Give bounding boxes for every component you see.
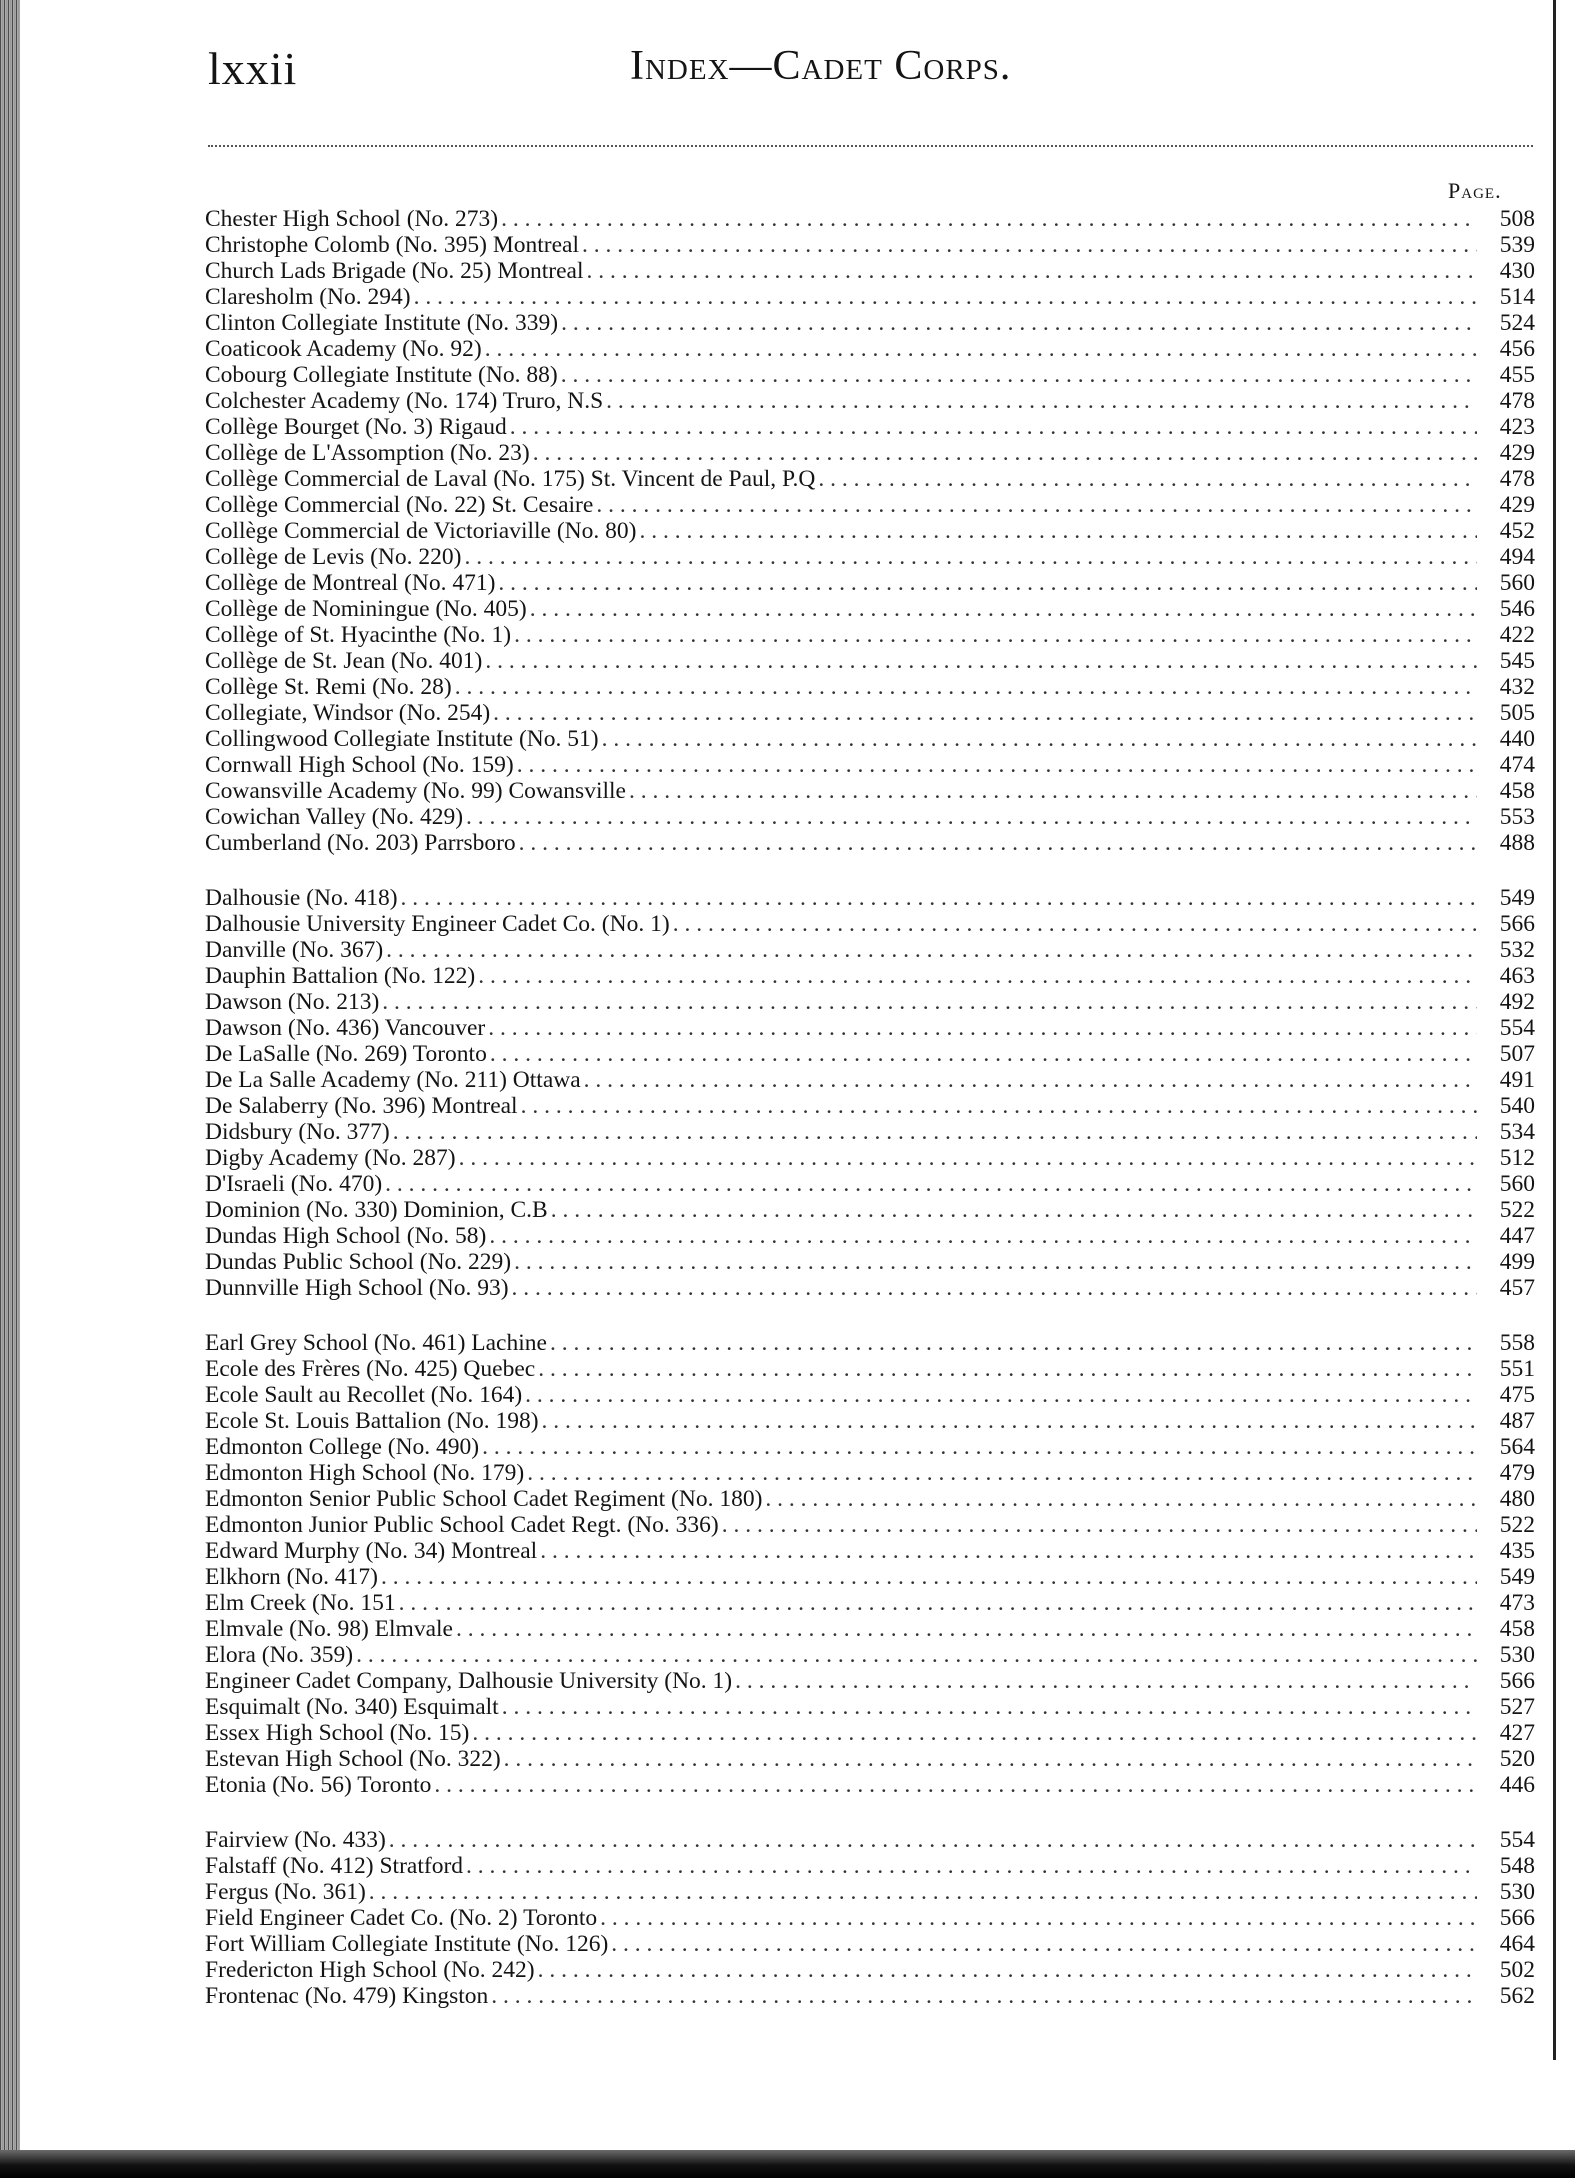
index-entry (205, 1879, 1535, 1905)
index-entry (205, 752, 1535, 778)
index-entry (205, 1694, 1535, 1720)
entry-page-number: 522 (1499, 1197, 1535, 1223)
index-entry (205, 388, 1535, 414)
index-entry (205, 1538, 1535, 1564)
index-entry (205, 518, 1535, 544)
entry-page-number: 435 (1499, 1538, 1535, 1564)
dot-leader (369, 1879, 1477, 1905)
entry-name: De LaSalle (No. 269) Toronto (205, 1041, 487, 1067)
dot-leader (765, 1486, 1477, 1512)
index-entry (205, 362, 1535, 388)
index-entry (205, 1512, 1535, 1538)
page-bottom-shadow (0, 2150, 1575, 2178)
book-binding-edge (0, 0, 20, 2178)
dot-leader (735, 1668, 1477, 1694)
index-entry (205, 622, 1535, 648)
index-entry (205, 1616, 1535, 1642)
entry-name: Collège de Nominingue (No. 405) (205, 596, 527, 622)
entry-name: Cowansville Academy (No. 99) Cowansville (205, 778, 626, 804)
entry-name: Estevan High School (No. 322) (205, 1746, 501, 1772)
header-rule (208, 145, 1533, 147)
entry-page-number: 508 (1499, 206, 1535, 232)
entry-page-number: 457 (1499, 1275, 1535, 1301)
page-column-header: Page. (1448, 178, 1502, 203)
entry-page-number: 560 (1499, 570, 1535, 596)
dot-leader (587, 258, 1477, 284)
index-entry (205, 1720, 1535, 1746)
dot-leader (504, 1746, 1477, 1772)
index-entry (205, 1223, 1535, 1249)
dot-leader (600, 1905, 1477, 1931)
index-entry (205, 1590, 1535, 1616)
dot-leader (459, 1145, 1477, 1171)
entry-name: Ecole St. Louis Battalion (No. 198) (205, 1408, 539, 1434)
index-entry (205, 258, 1535, 284)
dot-leader (818, 466, 1477, 492)
entry-name: Collège Bourget (No. 3) Rigaud (205, 414, 507, 440)
entry-page-number: 487 (1499, 1408, 1535, 1434)
dot-leader (385, 1171, 1477, 1197)
dot-leader (478, 963, 1477, 989)
entry-name: Edward Murphy (No. 34) Montreal (205, 1538, 538, 1564)
dot-leader (434, 1772, 1477, 1798)
entry-name: Collège Commercial (No. 22) St. Cesaire (205, 492, 594, 518)
entry-page-number: 566 (1499, 1668, 1535, 1694)
entry-page-number: 429 (1499, 440, 1535, 466)
index-entry (205, 1171, 1535, 1197)
entry-page-number: 422 (1499, 622, 1535, 648)
index-entry (205, 1015, 1535, 1041)
index-entry (205, 885, 1535, 911)
dot-leader (456, 1616, 1477, 1642)
dot-leader (514, 622, 1477, 648)
index-entry (205, 1668, 1535, 1694)
dot-leader (561, 362, 1477, 388)
dot-leader (386, 937, 1477, 963)
index-entry (205, 1119, 1535, 1145)
index-entry (205, 1853, 1535, 1879)
dot-leader (596, 492, 1477, 518)
dot-leader (466, 1853, 1477, 1879)
index-entry (205, 1827, 1535, 1853)
entry-name: Field Engineer Cadet Co. (No. 2) Toronto (205, 1905, 598, 1931)
entry-page-number: 562 (1499, 1983, 1535, 2009)
dot-leader (602, 726, 1477, 752)
entry-page-number: 512 (1499, 1145, 1535, 1171)
index-entry (205, 1067, 1535, 1093)
index-entry (205, 544, 1535, 570)
index-entry (205, 206, 1535, 232)
dot-leader (491, 1983, 1477, 2009)
entry-name: Church Lads Brigade (No. 25) Montreal (205, 258, 584, 284)
index-entry (205, 1983, 1535, 2009)
entry-name: Claresholm (No. 294) (205, 284, 411, 310)
dot-leader (485, 336, 1477, 362)
entry-name: De Salaberry (No. 396) Montreal (205, 1093, 518, 1119)
entry-page-number: 566 (1499, 911, 1535, 937)
dot-leader (606, 388, 1477, 414)
dot-leader (490, 1041, 1477, 1067)
entry-page-number: 540 (1499, 1093, 1535, 1119)
entry-name: Didsbury (No. 377) (205, 1119, 390, 1145)
entry-name: Collège de L'Assomption (No. 23) (205, 440, 530, 466)
entry-page-number: 474 (1499, 752, 1535, 778)
entry-name: Esquimalt (No. 340) Esquimalt (205, 1694, 499, 1720)
index-group (205, 1827, 1535, 2009)
index-entry (205, 570, 1535, 596)
dot-leader (722, 1512, 1477, 1538)
index-entry (205, 963, 1535, 989)
entry-name: Cornwall High School (No. 159) (205, 752, 514, 778)
dot-leader (401, 885, 1477, 911)
entry-name: Cowichan Valley (No. 429) (205, 804, 464, 830)
index-entry (205, 1564, 1535, 1590)
entry-page-number: 520 (1499, 1746, 1535, 1772)
index-entry (205, 674, 1535, 700)
entry-name: Dalhousie University Engineer Cadet Co. (No. 1) (205, 911, 670, 937)
index-entry (205, 284, 1535, 310)
entry-name: Collège St. Remi (No. 28) (205, 674, 452, 700)
index-entry (205, 1772, 1535, 1798)
entry-page-number: 491 (1499, 1067, 1535, 1093)
dot-leader (673, 911, 1477, 937)
entry-name: Frontenac (No. 479) Kingston (205, 1983, 489, 2009)
entry-name: Engineer Cadet Company, Dalhousie University (No. 1) (205, 1668, 733, 1694)
dot-leader (519, 830, 1477, 856)
entry-name: Etonia (No. 56) Toronto (205, 1772, 432, 1798)
index-entry (205, 1041, 1535, 1067)
entry-name: Earl Grey School (No. 461) Lachine (205, 1330, 547, 1356)
entry-page-number: 452 (1499, 518, 1535, 544)
entry-name: Fredericton High School (No. 242) (205, 1957, 535, 1983)
entry-page-number: 522 (1499, 1512, 1535, 1538)
dot-leader (582, 232, 1477, 258)
entry-page-number: 479 (1499, 1460, 1535, 1486)
dot-leader (493, 700, 1477, 726)
entry-name: Collège de St. Jean (No. 401) (205, 648, 483, 674)
entry-page-number: 532 (1499, 937, 1535, 963)
entry-page-number: 455 (1499, 362, 1535, 388)
entry-page-number: 502 (1499, 1957, 1535, 1983)
index-entry (205, 700, 1535, 726)
entry-page-number: 429 (1499, 492, 1535, 518)
dot-leader (629, 778, 1477, 804)
dot-leader (551, 1197, 1477, 1223)
index-entry (205, 414, 1535, 440)
entry-name: Collegiate, Windsor (No. 254) (205, 700, 491, 726)
dot-leader (485, 648, 1477, 674)
dot-leader (389, 1827, 1477, 1853)
index-entry (205, 1931, 1535, 1957)
dot-leader (464, 544, 1477, 570)
dot-leader (455, 674, 1477, 700)
entry-page-number: 440 (1499, 726, 1535, 752)
index-entry (205, 989, 1535, 1015)
entry-name: Dunnville High School (No. 93) (205, 1275, 509, 1301)
dot-leader (512, 1275, 1477, 1301)
entry-page-number: 458 (1499, 1616, 1535, 1642)
entry-name: Dawson (No. 213) (205, 989, 380, 1015)
entry-page-number: 530 (1499, 1879, 1535, 1905)
entry-name: Fort William Collegiate Institute (No. 126) (205, 1931, 609, 1957)
entry-page-number: 492 (1499, 989, 1535, 1015)
dot-leader (501, 206, 1477, 232)
entry-name: Elm Creek (No. 151 (205, 1590, 396, 1616)
dot-leader (542, 1408, 1477, 1434)
dot-leader (393, 1119, 1477, 1145)
entry-page-number: 530 (1499, 1642, 1535, 1668)
entry-page-number: 488 (1499, 830, 1535, 856)
index-entry (205, 1197, 1535, 1223)
entry-name: Christophe Colomb (No. 395) Montreal (205, 232, 580, 258)
entry-page-number: 554 (1499, 1827, 1535, 1853)
dot-leader (488, 1015, 1477, 1041)
entry-name: Edmonton Junior Public School Cadet Regt. (No. 336) (205, 1512, 719, 1538)
dot-leader (382, 989, 1477, 1015)
entry-name: Cobourg Collegiate Institute (No. 88) (205, 362, 558, 388)
index-entry (205, 778, 1535, 804)
dot-leader (482, 1434, 1477, 1460)
dot-leader (639, 518, 1477, 544)
dot-leader (525, 1382, 1477, 1408)
dot-leader (538, 1957, 1477, 1983)
index-entry (205, 911, 1535, 937)
entry-page-number: 463 (1499, 963, 1535, 989)
entry-name: Dawson (No. 436) Vancouver (205, 1015, 486, 1041)
page-number: lxxii (208, 43, 298, 94)
entry-page-number: 478 (1499, 388, 1535, 414)
entry-page-number: 551 (1499, 1356, 1535, 1382)
entry-page-number: 554 (1499, 1015, 1535, 1041)
index-entry (205, 1382, 1535, 1408)
entry-name: Elkhorn (No. 417) (205, 1564, 378, 1590)
index-group (205, 206, 1535, 856)
entry-page-number: 549 (1499, 885, 1535, 911)
entry-name: Dundas Public School (No. 229) (205, 1249, 512, 1275)
entry-page-number: 524 (1499, 310, 1535, 336)
dot-leader (530, 596, 1477, 622)
entry-name: Chester High School (No. 273) (205, 206, 499, 232)
entry-name: Essex High School (No. 15) (205, 1720, 470, 1746)
entry-page-number: 478 (1499, 466, 1535, 492)
dot-leader (550, 1330, 1477, 1356)
dot-leader (538, 1356, 1477, 1382)
page-edge-line (1553, 0, 1556, 2060)
index-entry (205, 1460, 1535, 1486)
dot-leader (466, 804, 1477, 830)
entry-name: Edmonton Senior Public School Cadet Regiment (No. 180) (205, 1486, 763, 1512)
index-entry (205, 440, 1535, 466)
index-entry (205, 1356, 1535, 1382)
entry-page-number: 423 (1499, 414, 1535, 440)
entry-name: Collège Commercial de Laval (No. 175) St. Vincent de Paul, P.Q (205, 466, 816, 492)
dot-leader (584, 1067, 1477, 1093)
entry-page-number: 527 (1499, 1694, 1535, 1720)
entry-name: Digby Academy (No. 287) (205, 1145, 456, 1171)
dot-leader (540, 1538, 1477, 1564)
entry-name: Collège de Montreal (No. 471) (205, 570, 496, 596)
entry-name: Cumberland (No. 203) Parrsboro (205, 830, 516, 856)
entry-name: Falstaff (No. 412) Stratford (205, 1853, 464, 1879)
index-entry (205, 1145, 1535, 1171)
entry-page-number: 430 (1499, 258, 1535, 284)
dot-leader (414, 284, 1477, 310)
entry-name: Ecole Sault au Recollet (No. 164) (205, 1382, 523, 1408)
dot-leader (533, 440, 1477, 466)
entry-page-number: 534 (1499, 1119, 1535, 1145)
entry-name: Edmonton College (No. 490) (205, 1434, 480, 1460)
index-entry (205, 310, 1535, 336)
entry-page-number: 507 (1499, 1041, 1535, 1067)
entry-name: Dauphin Battalion (No. 122) (205, 963, 476, 989)
index-entry (205, 466, 1535, 492)
entry-name: Danville (No. 367) (205, 937, 384, 963)
entry-name: Edmonton High School (No. 179) (205, 1460, 525, 1486)
entry-page-number: 558 (1499, 1330, 1535, 1356)
dot-leader (381, 1564, 1477, 1590)
entry-name: Colchester Academy (No. 174) Truro, N.S (205, 388, 604, 414)
dot-leader (399, 1590, 1477, 1616)
entry-page-number: 464 (1499, 1931, 1535, 1957)
index-entry (205, 232, 1535, 258)
entry-page-number: 553 (1499, 804, 1535, 830)
entry-name: De La Salle Academy (No. 211) Ottawa (205, 1067, 581, 1093)
entry-page-number: 548 (1499, 1853, 1535, 1879)
index-entry (205, 1330, 1535, 1356)
entry-name: Collège de Levis (No. 220) (205, 544, 462, 570)
entry-page-number: 427 (1499, 1720, 1535, 1746)
entry-name: Coaticook Academy (No. 92) (205, 336, 482, 362)
entry-page-number: 505 (1499, 700, 1535, 726)
index-entry (205, 596, 1535, 622)
entry-page-number: 546 (1499, 596, 1535, 622)
entry-page-number: 480 (1499, 1486, 1535, 1512)
entry-page-number: 539 (1499, 232, 1535, 258)
index-entry (205, 1434, 1535, 1460)
entry-page-number: 473 (1499, 1590, 1535, 1616)
entry-name: Elmvale (No. 98) Elmvale (205, 1616, 453, 1642)
entry-page-number: 564 (1499, 1434, 1535, 1460)
index-entry (205, 1249, 1535, 1275)
dot-leader (510, 414, 1477, 440)
entry-page-number: 514 (1499, 284, 1535, 310)
entry-page-number: 458 (1499, 778, 1535, 804)
index-entry (205, 492, 1535, 518)
index-group (205, 885, 1535, 1301)
entry-name: Collingwood Collegiate Institute (No. 51) (205, 726, 599, 752)
entry-name: Collège Commercial de Victoriaville (No. 80) (205, 518, 637, 544)
dot-leader (472, 1720, 1477, 1746)
entry-page-number: 545 (1499, 648, 1535, 674)
index-entry (205, 1486, 1535, 1512)
entry-name: Dominion (No. 330) Dominion, C.B (205, 1197, 548, 1223)
index-entry (205, 1093, 1535, 1119)
entry-page-number: 566 (1499, 1905, 1535, 1931)
dot-leader (502, 1694, 1477, 1720)
dot-leader (514, 1249, 1477, 1275)
entry-name: Fairview (No. 433) (205, 1827, 386, 1853)
entry-page-number: 499 (1499, 1249, 1535, 1275)
entry-page-number: 475 (1499, 1382, 1535, 1408)
entry-page-number: 494 (1499, 544, 1535, 570)
index-entry (205, 1275, 1535, 1301)
entry-name: Collège of St. Hyacinthe (No. 1) (205, 622, 512, 648)
index-entry (205, 1957, 1535, 1983)
entry-name: Fergus (No. 361) (205, 1879, 366, 1905)
entry-page-number: 447 (1499, 1223, 1535, 1249)
entry-name: Clinton Collegiate Institute (No. 339) (205, 310, 559, 336)
entry-page-number: 549 (1499, 1564, 1535, 1590)
entry-page-number: 560 (1499, 1171, 1535, 1197)
entry-page-number: 432 (1499, 674, 1535, 700)
dot-leader (527, 1460, 1477, 1486)
dot-leader (561, 310, 1477, 336)
dot-leader (498, 570, 1477, 596)
dot-leader (517, 752, 1477, 778)
entry-name: Dalhousie (No. 418) (205, 885, 398, 911)
index-entry (205, 1905, 1535, 1931)
index-entry (205, 1746, 1535, 1772)
index-list (205, 206, 1535, 2038)
entry-page-number: 446 (1499, 1772, 1535, 1798)
index-entry (205, 1408, 1535, 1434)
dot-leader (611, 1931, 1477, 1957)
index-entry (205, 937, 1535, 963)
index-entry (205, 336, 1535, 362)
entry-name: Dundas High School (No. 58) (205, 1223, 487, 1249)
index-entry (205, 648, 1535, 674)
index-entry (205, 830, 1535, 856)
entry-name: Elora (No. 359) (205, 1642, 354, 1668)
index-group (205, 1330, 1535, 1798)
entry-name: D'Israeli (No. 470) (205, 1171, 383, 1197)
entry-page-number: 456 (1499, 336, 1535, 362)
index-entry (205, 726, 1535, 752)
index-entry (205, 804, 1535, 830)
dot-leader (356, 1642, 1477, 1668)
index-entry (205, 1642, 1535, 1668)
entry-name: Ecole des Frères (No. 425) Quebec (205, 1356, 536, 1382)
page-title: Index—Cadet Corps. (630, 43, 1012, 89)
dot-leader (489, 1223, 1477, 1249)
dot-leader (521, 1093, 1477, 1119)
